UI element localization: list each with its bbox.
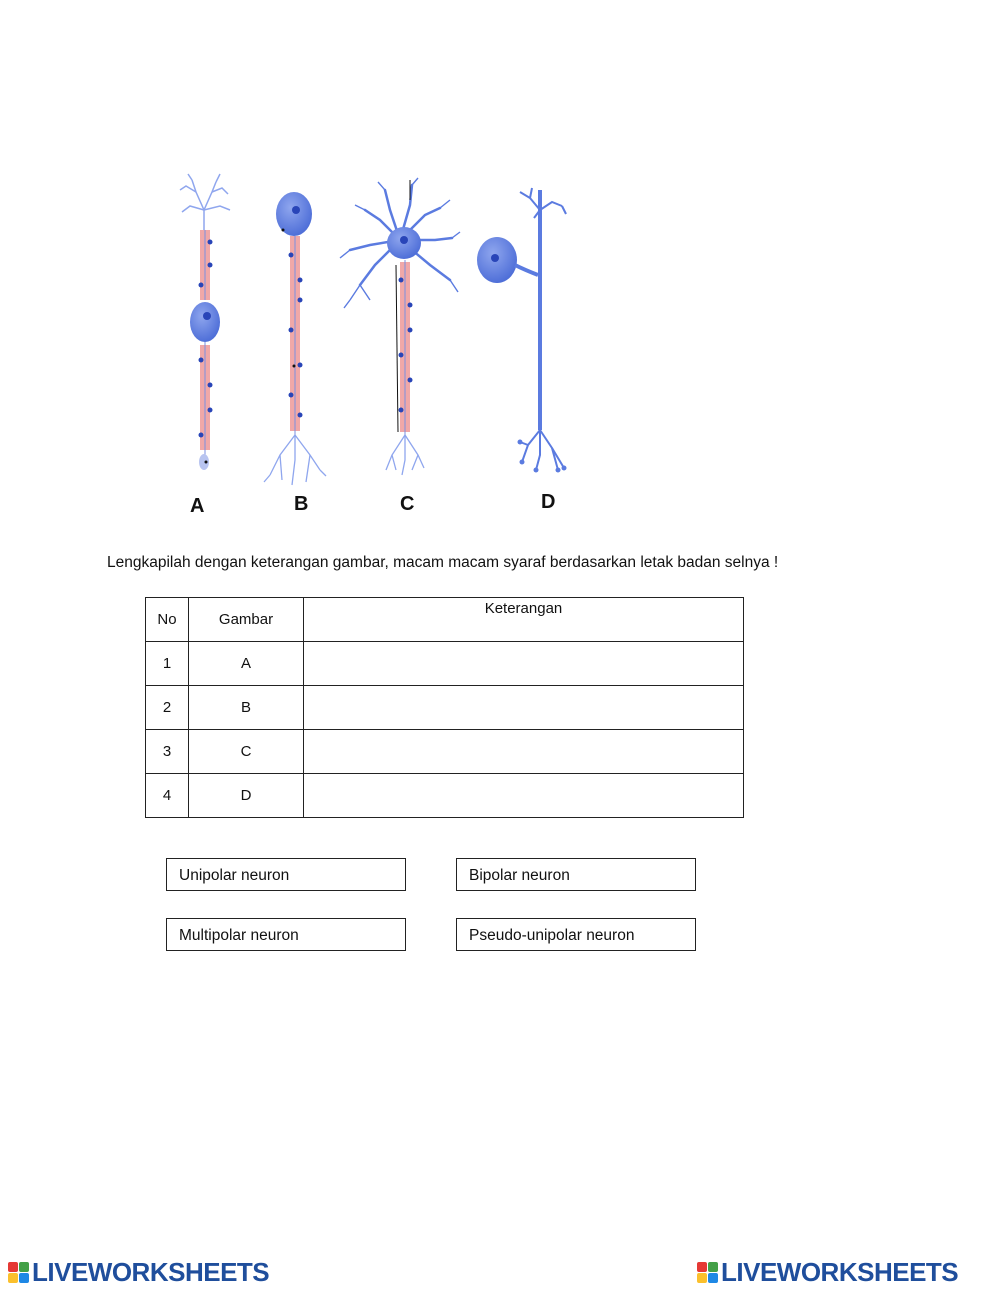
logo-tile: [697, 1273, 707, 1283]
neuron-c: [340, 178, 460, 515]
option-unipolar-neuron[interactable]: Unipolar neuron: [166, 858, 406, 891]
neuron-d: [477, 188, 567, 513]
row-no: 2: [146, 686, 189, 730]
figure-label-d: D: [541, 491, 556, 513]
keterangan-drop-zone-3[interactable]: [304, 730, 744, 774]
keterangan-drop-zone-1[interactable]: [304, 642, 744, 686]
header-no: No: [146, 598, 189, 642]
neuron-a: [180, 174, 230, 517]
logo-tile: [8, 1262, 18, 1272]
figure-label-a: A: [190, 495, 205, 517]
row-no: 4: [146, 774, 189, 818]
liveworksheets-logo-icon: [8, 1262, 29, 1283]
liveworksheets-logo-left: [8, 1257, 269, 1287]
logo-tile: [697, 1262, 707, 1272]
answer-table: [145, 597, 744, 818]
logo-tile: [19, 1273, 29, 1283]
row-gambar: D: [189, 774, 304, 818]
logo-tile: [708, 1262, 718, 1272]
table-row: [146, 774, 744, 818]
table-header-row: [146, 598, 744, 642]
brand-name: LIVEWORKSHEETS: [32, 1256, 270, 1287]
row-no: 3: [146, 730, 189, 774]
neuron-b: [264, 192, 326, 515]
row-no: 1: [146, 642, 189, 686]
table-row: [146, 686, 744, 730]
liveworksheets-logo-icon: [697, 1262, 718, 1283]
keterangan-drop-zone-2[interactable]: [304, 686, 744, 730]
keterangan-drop-zone-4[interactable]: [304, 774, 744, 818]
option-pseudo-unipolar-neuron[interactable]: Pseudo-unipolar neuron: [456, 918, 696, 951]
table-row: [146, 642, 744, 686]
figure-label-c: C: [400, 493, 415, 515]
option-multipolar-neuron[interactable]: Multipolar neuron: [166, 918, 406, 951]
brand-name: LIVEWORKSHEETS: [721, 1256, 959, 1287]
logo-tile: [19, 1262, 29, 1272]
table-row: [146, 730, 744, 774]
row-gambar: B: [189, 686, 304, 730]
header-gambar: Gambar: [189, 598, 304, 642]
logo-tile: [8, 1273, 18, 1283]
liveworksheets-logo-right: [697, 1257, 958, 1287]
neuron-types-figure: [160, 170, 600, 530]
instruction-text: Lengkapilah dengan keterangan gambar, macam macam syaraf berdasarkan letak badan selnya !: [107, 554, 779, 571]
row-gambar: A: [189, 642, 304, 686]
figure-label-b: B: [294, 493, 309, 515]
logo-tile: [708, 1273, 718, 1283]
header-keterangan: Keterangan: [304, 598, 744, 642]
option-bipolar-neuron[interactable]: Bipolar neuron: [456, 858, 696, 891]
row-gambar: C: [189, 730, 304, 774]
